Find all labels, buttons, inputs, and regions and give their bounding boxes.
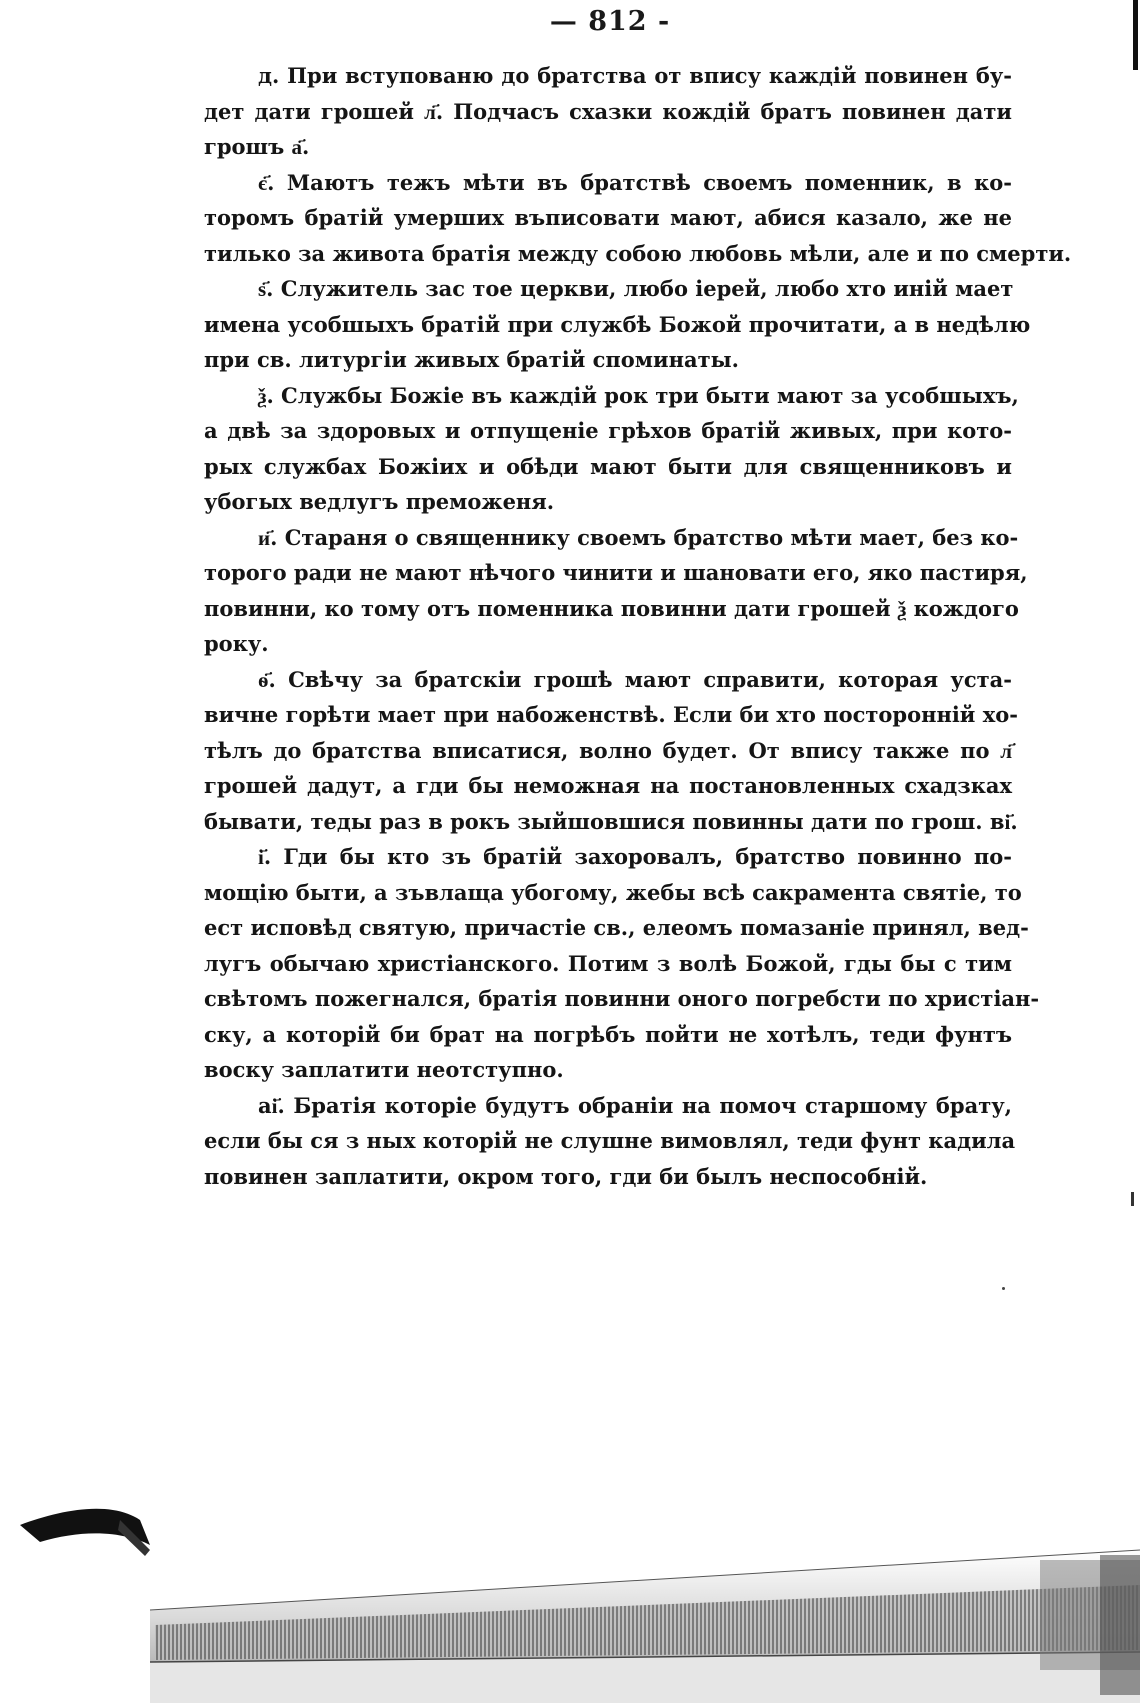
paragraph — [204, 58, 1012, 165]
text-line: ѳ҃. Свѣчу за братскіи грошѣ мают справити, которая уста- — [258, 666, 1012, 692]
text-line: ску, а которій би брат на погрѣбъ пойти не хотѣлъ, теди фунтъ — [204, 1021, 1012, 1047]
text-line: убогых ведлугъ преможеня. — [204, 489, 555, 514]
text-line: торомъ братій умерших въписовати мают, абися казало, же не — [204, 205, 1012, 230]
paragraph — [204, 520, 1028, 662]
text-line: дет дати грошей л҃. Подчасъ схазки кождій братъ повинен дати — [204, 98, 1012, 124]
scan-speck — [1002, 1287, 1005, 1290]
text-line: грошей дадут, а гди бы неможная на постановленных схадзках — [204, 773, 1012, 798]
text-line: ѕ҃. Служитель зас тое церкви, любо іерей, любо хто иній мает — [258, 276, 1014, 301]
text-line: і҃. Гди бы кто зъ братій захоровалъ, братство повинно по- — [258, 844, 1012, 869]
text-line: бывати, теды раз в рокъ зыйшовшися повинны дати по грош. ві҃. — [204, 808, 1018, 834]
text-line: повинен заплатити, окром того, гди би былъ неспособній. — [204, 1163, 928, 1189]
paragraph — [204, 378, 1019, 520]
paragraph — [204, 662, 1018, 840]
paragraph — [204, 271, 1031, 378]
text-line: тѣлъ до братства вписатися, волно будет. От впису также по л҃ — [204, 737, 1012, 763]
document-body — [204, 58, 1072, 1194]
text-line: вичне горѣти мает при набоженствѣ. Если би хто посторонній хо- — [204, 702, 1018, 727]
text-line: лугъ обычаю христіанского. Потим з волѣ Божой, гды бы с тим — [204, 950, 1012, 976]
text-line: грошъ а҃. — [204, 134, 310, 159]
text-line: рых службах Божіих и обѣди мают быти для священниковъ и — [204, 453, 1012, 479]
text-line: тилько за живота братія между собою любовь мѣли, але и по смерти. — [204, 240, 1072, 266]
text-line: свѣтомъ пожегнался, братія повинни оного погребсти по христіан- — [204, 986, 1040, 1011]
text-line: имена усобшыхъ братій при службѣ Божой прочитати, а в недѣлю — [204, 311, 1031, 337]
text-line: року. — [204, 631, 269, 656]
text-line: торого ради не мают нѣчого чинити и шановати его, яко пастиря, — [204, 560, 1028, 585]
scan-edge-mark — [1131, 1192, 1134, 1206]
paragraph — [204, 1088, 1016, 1195]
page-number: — 812 - — [549, 6, 671, 37]
scanned-book-edge — [0, 1490, 1140, 1703]
paragraph — [204, 165, 1072, 272]
text-line: є҃. Маютъ тежъ мѣти въ братствѣ своемъ поменник, в ко- — [258, 169, 1012, 195]
text-line: и҃. Стараня о священнику своемъ братство мѣти мает, без ко- — [258, 524, 1019, 550]
paragraph — [204, 839, 1040, 1088]
text-line: аі҃. Братія которіе будутъ обраніи на помоч старшому брату, — [258, 1092, 1012, 1118]
text-line: если бы ся з ных которій не слушне вимовлял, теди фунт кадила — [204, 1128, 1016, 1153]
text-line: повинни, ко тому отъ поменника повинни дати грошей ѯ кождого — [204, 595, 1019, 621]
text-line: при св. литургіи живых братій споминаты. — [204, 347, 739, 372]
text-line: мощію быти, а зъвлаща убогому, жебы всѣ сакрамента святіе, то — [204, 879, 1022, 905]
scan-edge-mark — [1133, 0, 1138, 70]
text-line: ѯ. Службы Божіе въ каждій рок три быти мают за усобшыхъ, — [258, 382, 1019, 408]
text-line: а двѣ за здоровых и отпущеніе грѣхов братій живых, при кото- — [204, 418, 1012, 443]
text-line: ест исповѣд святую, причастіе св., елеомъ помазаніе принял, вед- — [204, 915, 1029, 940]
text-line: воску заплатити неотступно. — [204, 1057, 564, 1082]
text-line: д. При вступованю до братства от впису каждій повинен бу- — [258, 63, 1012, 88]
